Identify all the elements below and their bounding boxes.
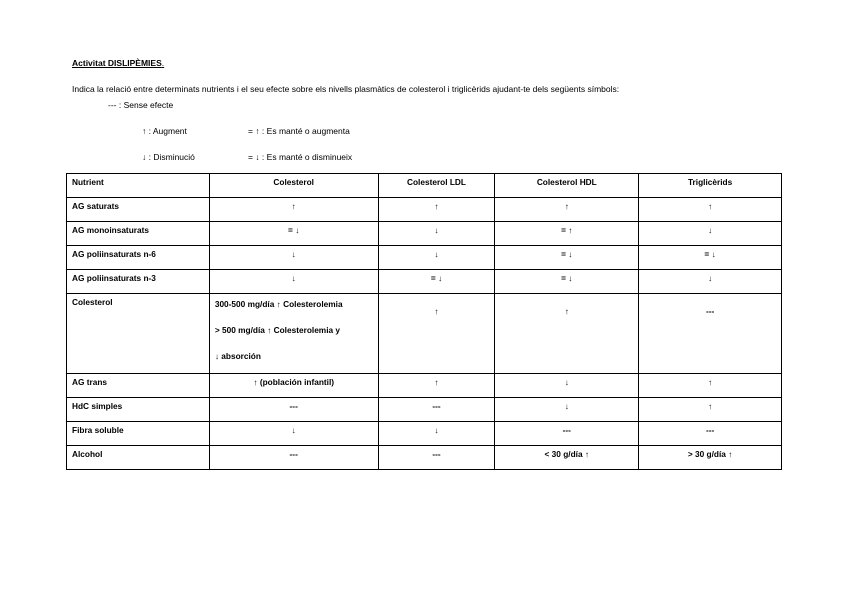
header-colesterol: Colesterol [209, 174, 378, 198]
row-label: AG saturats [67, 198, 210, 222]
table-cell: ↓ [209, 422, 378, 446]
table-cell: ↓ [378, 222, 495, 246]
table-cell: ↓ [495, 374, 639, 398]
table-cell: ↑ [639, 374, 782, 398]
header-colesterol-ldl: Colesterol LDL [378, 174, 495, 198]
legend-maintain-decrease: = ↓ : Es manté o disminueix [248, 152, 353, 162]
table-row [67, 294, 782, 374]
table-cell: ↓ [209, 246, 378, 270]
table-cell: = ↓ [639, 246, 782, 270]
table-cell: > 30 g/día ↑ [639, 446, 782, 470]
table-cell: --- [639, 422, 782, 446]
legend-maintain-increase: = ↑ : Es manté o augmenta [248, 126, 350, 136]
table-cell: --- [639, 294, 782, 374]
colesterol-effect-cell [209, 294, 378, 374]
table-row [67, 398, 782, 422]
table-cell: < 30 g/día ↑ [495, 446, 639, 470]
table-cell: ↑ [378, 198, 495, 222]
title-text: Activitat DISLIPÈMIES [72, 58, 162, 68]
row-label: Fibra soluble [67, 422, 210, 446]
table-cell: ↑ [639, 398, 782, 422]
table-cell: ↑ [495, 198, 639, 222]
table-cell: --- [209, 398, 378, 422]
row-label: Colesterol [67, 294, 210, 374]
table-cell: ↑ [495, 294, 639, 374]
activity-title [72, 58, 164, 68]
row-label: AG monoinsaturats [67, 222, 210, 246]
table-cell: ↑ [378, 294, 495, 374]
table-cell: = ↓ [495, 246, 639, 270]
table-header-row [67, 174, 782, 198]
colesterol-line-2: > 500 mg/día ↑ Colesterolemia y [214, 325, 341, 335]
row-label: HdC simples [67, 398, 210, 422]
table-cell: ↑ (población infantil) [209, 374, 378, 398]
table-cell: ↑ [639, 198, 782, 222]
row-label: AG trans [67, 374, 210, 398]
table-cell: = ↓ [495, 270, 639, 294]
row-label: AG poliinsaturats n-3 [67, 270, 210, 294]
table-row [67, 198, 782, 222]
table-cell: ↓ [639, 222, 782, 246]
legend-decrease: ↓ : Disminució [142, 152, 195, 162]
table-row [67, 246, 782, 270]
table-cell: ↑ [378, 374, 495, 398]
table-cell: ↓ [378, 246, 495, 270]
table-cell: ↑ [209, 198, 378, 222]
dyslipidemia-table [66, 173, 782, 470]
table-cell: ↓ [639, 270, 782, 294]
header-colesterol-hdl: Colesterol HDL [495, 174, 639, 198]
table-row [67, 422, 782, 446]
table-row [67, 374, 782, 398]
title-suffix: . [161, 58, 165, 68]
instructions-text: Indica la relació entre determinats nutrients i el seu efecte sobre els nivells plasmàtics de colesterol i triglicèrids ajudant-te dels següents símbols: [72, 84, 620, 94]
table-row [67, 270, 782, 294]
row-label: Alcohol [67, 446, 210, 470]
table-row [67, 446, 782, 470]
table-cell: ↓ [378, 422, 495, 446]
table-cell: --- [378, 398, 495, 422]
table-cell: ↓ [495, 398, 639, 422]
table-cell: = ↓ [209, 222, 378, 246]
table-cell: --- [209, 446, 378, 470]
table-cell: = ↑ [495, 222, 639, 246]
header-nutrient: Nutrient [67, 174, 210, 198]
table-cell: --- [378, 446, 495, 470]
table-cell: --- [495, 422, 639, 446]
row-label: AG poliinsaturats n-6 [67, 246, 210, 270]
header-trigliceridis: Triglicèrids [639, 174, 782, 198]
legend-increase: ↑ : Augment [142, 126, 187, 136]
colesterol-line-1: 300-500 mg/día ↑ Colesterolemia [214, 299, 343, 309]
table-cell: = ↓ [378, 270, 495, 294]
table-cell: ↓ [209, 270, 378, 294]
legend-no-effect: --- : Sense efecte [108, 100, 174, 110]
colesterol-line-3: ↓ absorción [214, 351, 261, 361]
table-row [67, 222, 782, 246]
